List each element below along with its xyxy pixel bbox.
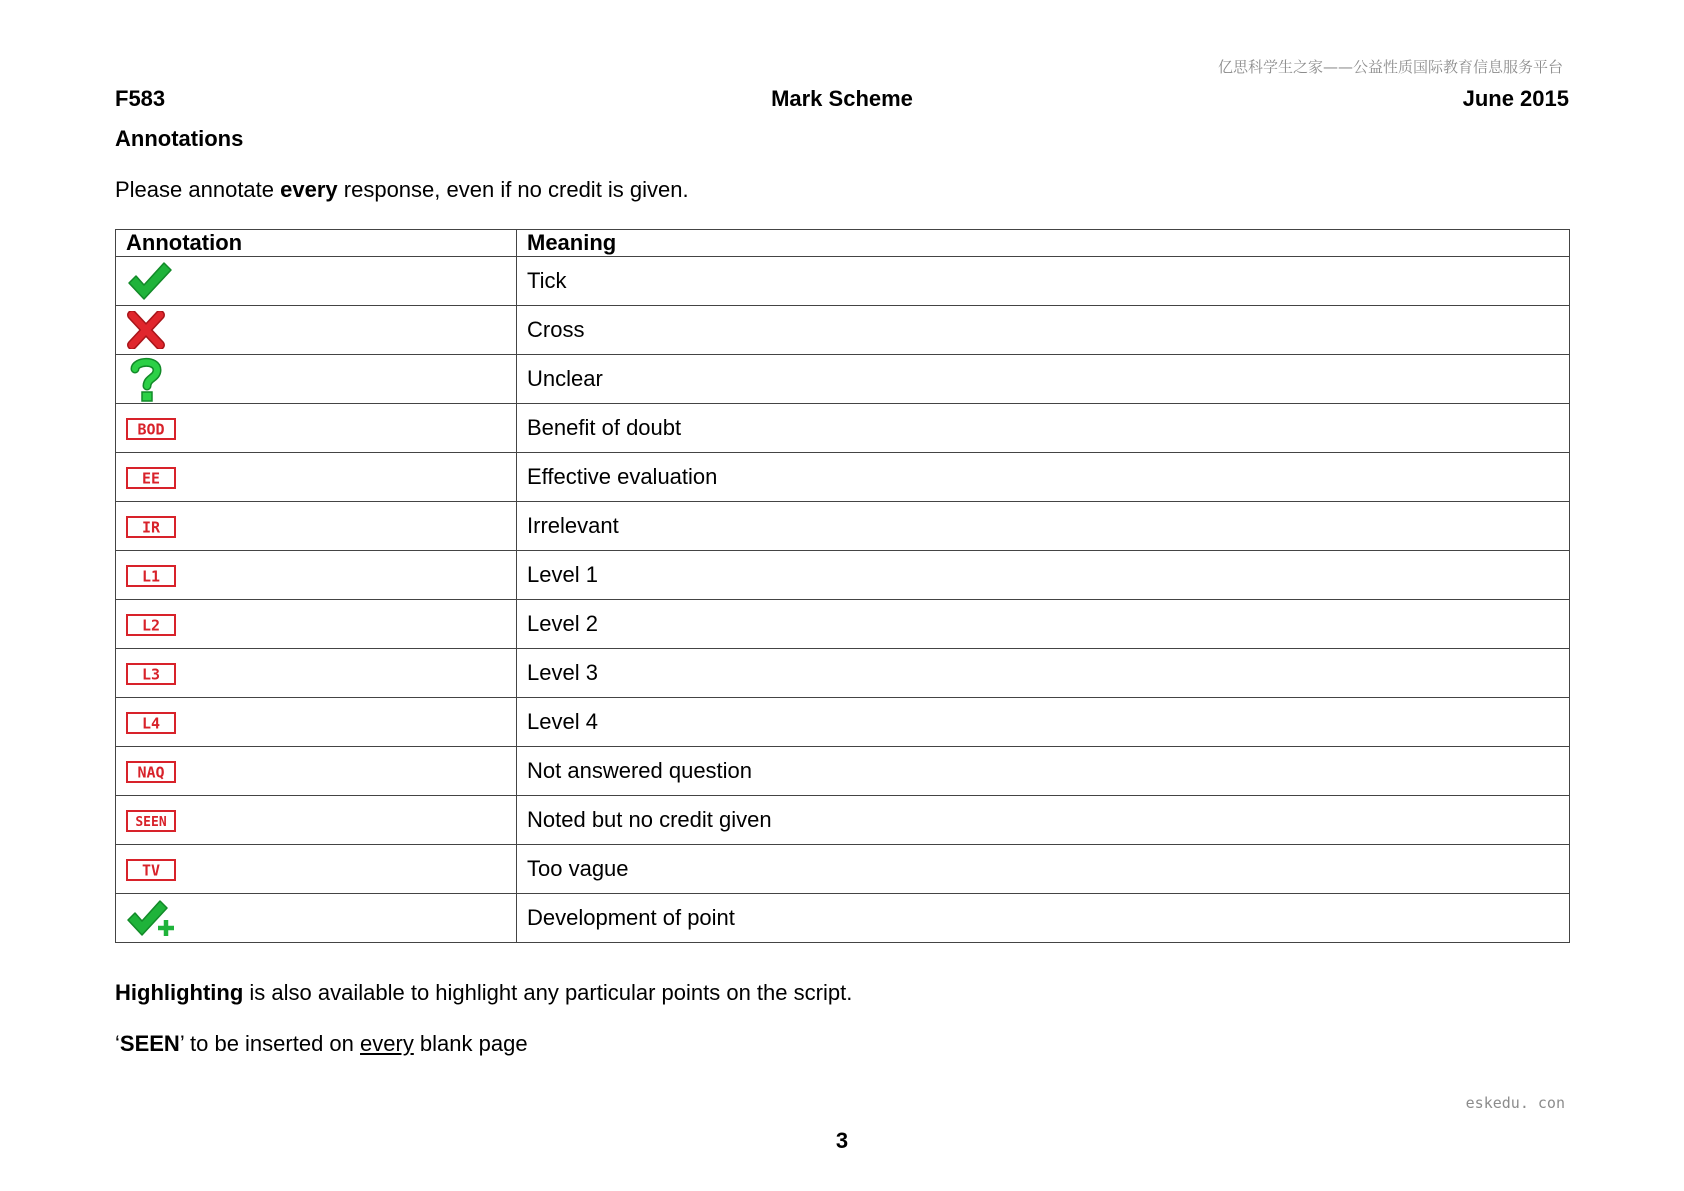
- note-seen-mid: ’ to be inserted on: [179, 1031, 361, 1056]
- table-row: [116, 502, 1570, 551]
- annotation-cell: [116, 600, 517, 649]
- header-code: F583: [115, 86, 166, 111]
- naq-stamp-icon: [126, 761, 176, 783]
- bod-stamp-icon: [126, 418, 176, 440]
- l3-stamp-icon: [126, 663, 176, 685]
- svg-text:EE: EE: [141, 469, 161, 488]
- annotation-cell: [116, 894, 517, 943]
- table-row: [116, 649, 1570, 698]
- annotation-cell: [116, 747, 517, 796]
- intro-pre: Please annotate: [115, 177, 281, 202]
- tv-stamp-icon: [126, 859, 176, 881]
- seen-stamp-icon: [126, 810, 176, 832]
- annotation-cell: [116, 845, 517, 894]
- svg-text:SEEN: SEEN: [135, 815, 167, 831]
- annotation-cell: [116, 306, 517, 355]
- note-seen: [115, 1031, 528, 1057]
- meaning-cell: Unclear: [517, 355, 1570, 404]
- note-highlighting-bold: Highlighting: [115, 980, 244, 1005]
- meaning-cell: Irrelevant: [517, 502, 1570, 551]
- intro-post: response, even if no credit is given.: [337, 177, 689, 202]
- table-row: [116, 747, 1570, 796]
- svg-text:BOD: BOD: [137, 420, 165, 439]
- table-header-row: [116, 230, 1570, 257]
- meaning-cell: Level 2: [517, 600, 1570, 649]
- svg-text:L1: L1: [141, 567, 161, 586]
- table-row: [116, 257, 1570, 306]
- note-seen-end: blank page: [413, 1031, 528, 1056]
- table-row: [116, 404, 1570, 453]
- annotations-table: [115, 229, 1570, 943]
- intro-text: [115, 177, 689, 203]
- tick-plus-icon: [126, 898, 180, 938]
- note-seen-underlined: every: [360, 1031, 414, 1056]
- annotation-cell: [116, 698, 517, 747]
- l1-stamp-icon: [126, 565, 176, 587]
- table-row: [116, 306, 1570, 355]
- annotation-cell: [116, 404, 517, 453]
- annotation-cell: [116, 649, 517, 698]
- header-meaning: Meaning: [517, 230, 1570, 257]
- annotation-cell: [116, 257, 517, 306]
- meaning-cell: Effective evaluation: [517, 453, 1570, 502]
- page-number: 3: [835, 1128, 849, 1153]
- svg-text:TV: TV: [141, 861, 161, 880]
- table-row: [116, 453, 1570, 502]
- table-row: [116, 845, 1570, 894]
- meaning-cell: Not answered question: [517, 747, 1570, 796]
- header-title: Mark Scheme: [771, 86, 913, 111]
- question-mark-icon: [126, 356, 166, 402]
- meaning-cell: Too vague: [517, 845, 1570, 894]
- meaning-cell: Level 1: [517, 551, 1570, 600]
- annotation-cell: [116, 355, 517, 404]
- table-row: [116, 600, 1570, 649]
- header-annotation: Annotation: [116, 230, 517, 257]
- svg-text:NAQ: NAQ: [137, 763, 165, 782]
- watermark-bottom: eskedu. con: [1465, 1094, 1565, 1112]
- note-highlighting-rest: is also available to highlight any particular points on the script.: [243, 980, 853, 1005]
- svg-text:L3: L3: [141, 665, 161, 684]
- watermark-top: 亿思科学生之家——公益性质国际教育信息服务平台: [1217, 58, 1563, 76]
- annotation-cell: [116, 453, 517, 502]
- ee-stamp-icon: [126, 467, 176, 489]
- note-highlighting: [115, 980, 852, 1006]
- svg-text:IR: IR: [141, 518, 161, 537]
- meaning-cell: Benefit of doubt: [517, 404, 1570, 453]
- table-row: [116, 894, 1570, 943]
- table-row: [116, 698, 1570, 747]
- ir-stamp-icon: [126, 516, 176, 538]
- table-row: [116, 796, 1570, 845]
- meaning-cell: Noted but no credit given: [517, 796, 1570, 845]
- meaning-cell: Cross: [517, 306, 1570, 355]
- tick-icon: [126, 261, 174, 301]
- table-row: [116, 355, 1570, 404]
- svg-text:L4: L4: [141, 714, 161, 733]
- meaning-cell: Level 3: [517, 649, 1570, 698]
- cross-icon: [126, 311, 166, 349]
- annotation-cell: [116, 796, 517, 845]
- l4-stamp-icon: [126, 712, 176, 734]
- table-row: [116, 551, 1570, 600]
- meaning-cell: Level 4: [517, 698, 1570, 747]
- annotation-cell: [116, 551, 517, 600]
- section-title: Annotations: [115, 126, 244, 151]
- meaning-cell: Tick: [517, 257, 1570, 306]
- intro-bold: every: [280, 177, 338, 202]
- meaning-cell: Development of point: [517, 894, 1570, 943]
- annotation-cell: [116, 502, 517, 551]
- l2-stamp-icon: [126, 614, 176, 636]
- svg-text:L2: L2: [141, 616, 161, 635]
- note-seen-bold: SEEN: [119, 1031, 180, 1056]
- header-date: June 2015: [1462, 86, 1569, 111]
- note-seen-open-quote: ‘: [115, 1031, 120, 1056]
